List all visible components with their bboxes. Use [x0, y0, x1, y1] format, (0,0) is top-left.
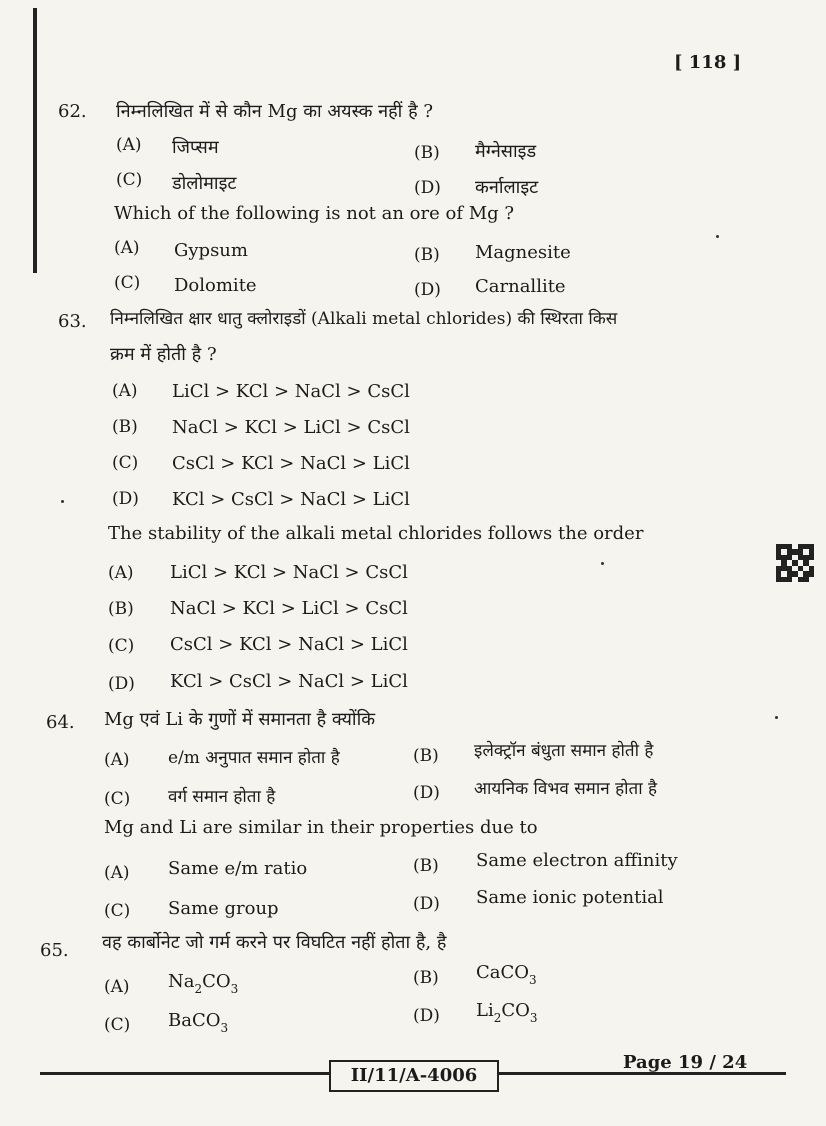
- option-label: (A): [112, 381, 138, 401]
- question-number: 62.: [58, 101, 87, 122]
- formula-caco3: CaCO$_3$: [476, 962, 537, 987]
- option-text: Dolomite: [174, 275, 257, 296]
- option-text: वर्ग समान होता है: [168, 787, 276, 807]
- question-text-hindi: वह कार्बोनेट जो गर्म करने पर विघटित नहीं होता है, है: [102, 932, 447, 953]
- option-text: डोलोमाइट: [172, 173, 237, 194]
- option-label: (D): [108, 674, 135, 694]
- question-text-english: Which of the following is not an ore of Mg ?: [114, 203, 515, 224]
- paper-code: II/11/A-4006: [329, 1060, 499, 1092]
- option-text: इलेक्ट्रॉन बंधुता समान होती है: [474, 741, 654, 761]
- page-number: Page 19 / 24: [623, 1052, 748, 1073]
- option-label: (B): [413, 856, 439, 876]
- question-number: 64.: [46, 712, 75, 733]
- option-label: (B): [413, 968, 439, 988]
- option-text: Carnallite: [475, 276, 566, 297]
- option-label: (D): [413, 894, 440, 914]
- option-text: LiCl > KCl > NaCl > CsCl: [172, 381, 410, 402]
- option-text: KCl > CsCl > NaCl > LiCl: [170, 671, 408, 692]
- formula-li2co3: $Li_2CO_3$: [476, 1000, 538, 1025]
- question-number: 65.: [40, 940, 69, 961]
- option-label: (B): [414, 245, 440, 265]
- page-code: [ 118 ]: [674, 52, 742, 73]
- option-label: (B): [414, 143, 440, 163]
- option-text: Same e/m ratio: [168, 858, 308, 879]
- option-label: (C): [114, 273, 141, 293]
- option-label: (B): [108, 599, 134, 619]
- question-text-hindi: क्रम में होती है ?: [110, 344, 217, 365]
- option-label: (B): [112, 417, 138, 437]
- option-text: NaCl > KCl > LiCl > CsCl: [172, 417, 410, 438]
- option-text: Magnesite: [475, 242, 571, 263]
- option-label: (C): [104, 789, 131, 809]
- option-label: (C): [104, 1015, 131, 1035]
- option-text: Same group: [168, 898, 279, 919]
- option-text: Same ionic potential: [476, 887, 664, 908]
- question-number: 63.: [58, 311, 87, 332]
- option-text: LiCl > KCl > NaCl > CsCl: [170, 562, 408, 583]
- option-label: (C): [116, 170, 143, 190]
- option-text: आयनिक विभव समान होता है: [474, 779, 658, 799]
- option-text: Gypsum: [174, 240, 248, 261]
- question-text-hindi: Mg एवं Li के गुणों में समानता है क्योंकि: [104, 709, 376, 730]
- option-label: (A): [114, 238, 140, 258]
- option-text: e/m अनुपात समान होता है: [168, 748, 340, 768]
- binding-rule: [33, 8, 37, 273]
- option-label: (D): [413, 783, 440, 803]
- question-text-hindi: निम्नलिखित में से कौन Mg का अयस्क नहीं है ?: [116, 101, 433, 122]
- option-text: CsCl > KCl > NaCl > LiCl: [170, 634, 408, 655]
- speck: [716, 235, 719, 238]
- option-label: (D): [414, 178, 441, 198]
- option-text: KCl > CsCl > NaCl > LiCl: [172, 489, 410, 510]
- qr-code-icon: [776, 544, 814, 582]
- option-text: जिप्सम: [172, 137, 219, 158]
- option-label: (D): [112, 489, 139, 509]
- option-label: (A): [104, 863, 130, 883]
- option-label: (C): [104, 901, 131, 921]
- speck: [775, 716, 778, 719]
- formula-na2co3: $Na_2CO_3$: [168, 971, 239, 996]
- question-text-english: The stability of the alkali metal chlorides follows the order: [108, 523, 644, 544]
- option-text: मैग्नेसाइड: [475, 141, 537, 162]
- option-label: (B): [413, 746, 439, 766]
- option-text: कर्नालाइट: [475, 177, 539, 198]
- formula-baco3: BaCO$_3$: [168, 1010, 229, 1035]
- speck: [61, 500, 64, 503]
- option-label: (C): [108, 636, 135, 656]
- option-label: (A): [104, 977, 130, 997]
- option-text: CsCl > KCl > NaCl > LiCl: [172, 453, 410, 474]
- question-text-english: Mg and Li are similar in their properties due to: [104, 817, 538, 838]
- option-text: NaCl > KCl > LiCl > CsCl: [170, 598, 408, 619]
- option-label: (D): [413, 1006, 440, 1026]
- question-text-hindi: निम्नलिखित क्षार धातु क्लोराइडों (Alkali metal chlorides) की स्थिरता किस: [110, 309, 618, 329]
- option-label: (C): [112, 453, 139, 473]
- option-label: (A): [108, 563, 134, 583]
- option-text: Same electron affinity: [476, 850, 678, 871]
- option-label: (D): [414, 280, 441, 300]
- speck: [601, 562, 604, 565]
- option-label: (A): [116, 135, 142, 155]
- option-label: (A): [104, 750, 130, 770]
